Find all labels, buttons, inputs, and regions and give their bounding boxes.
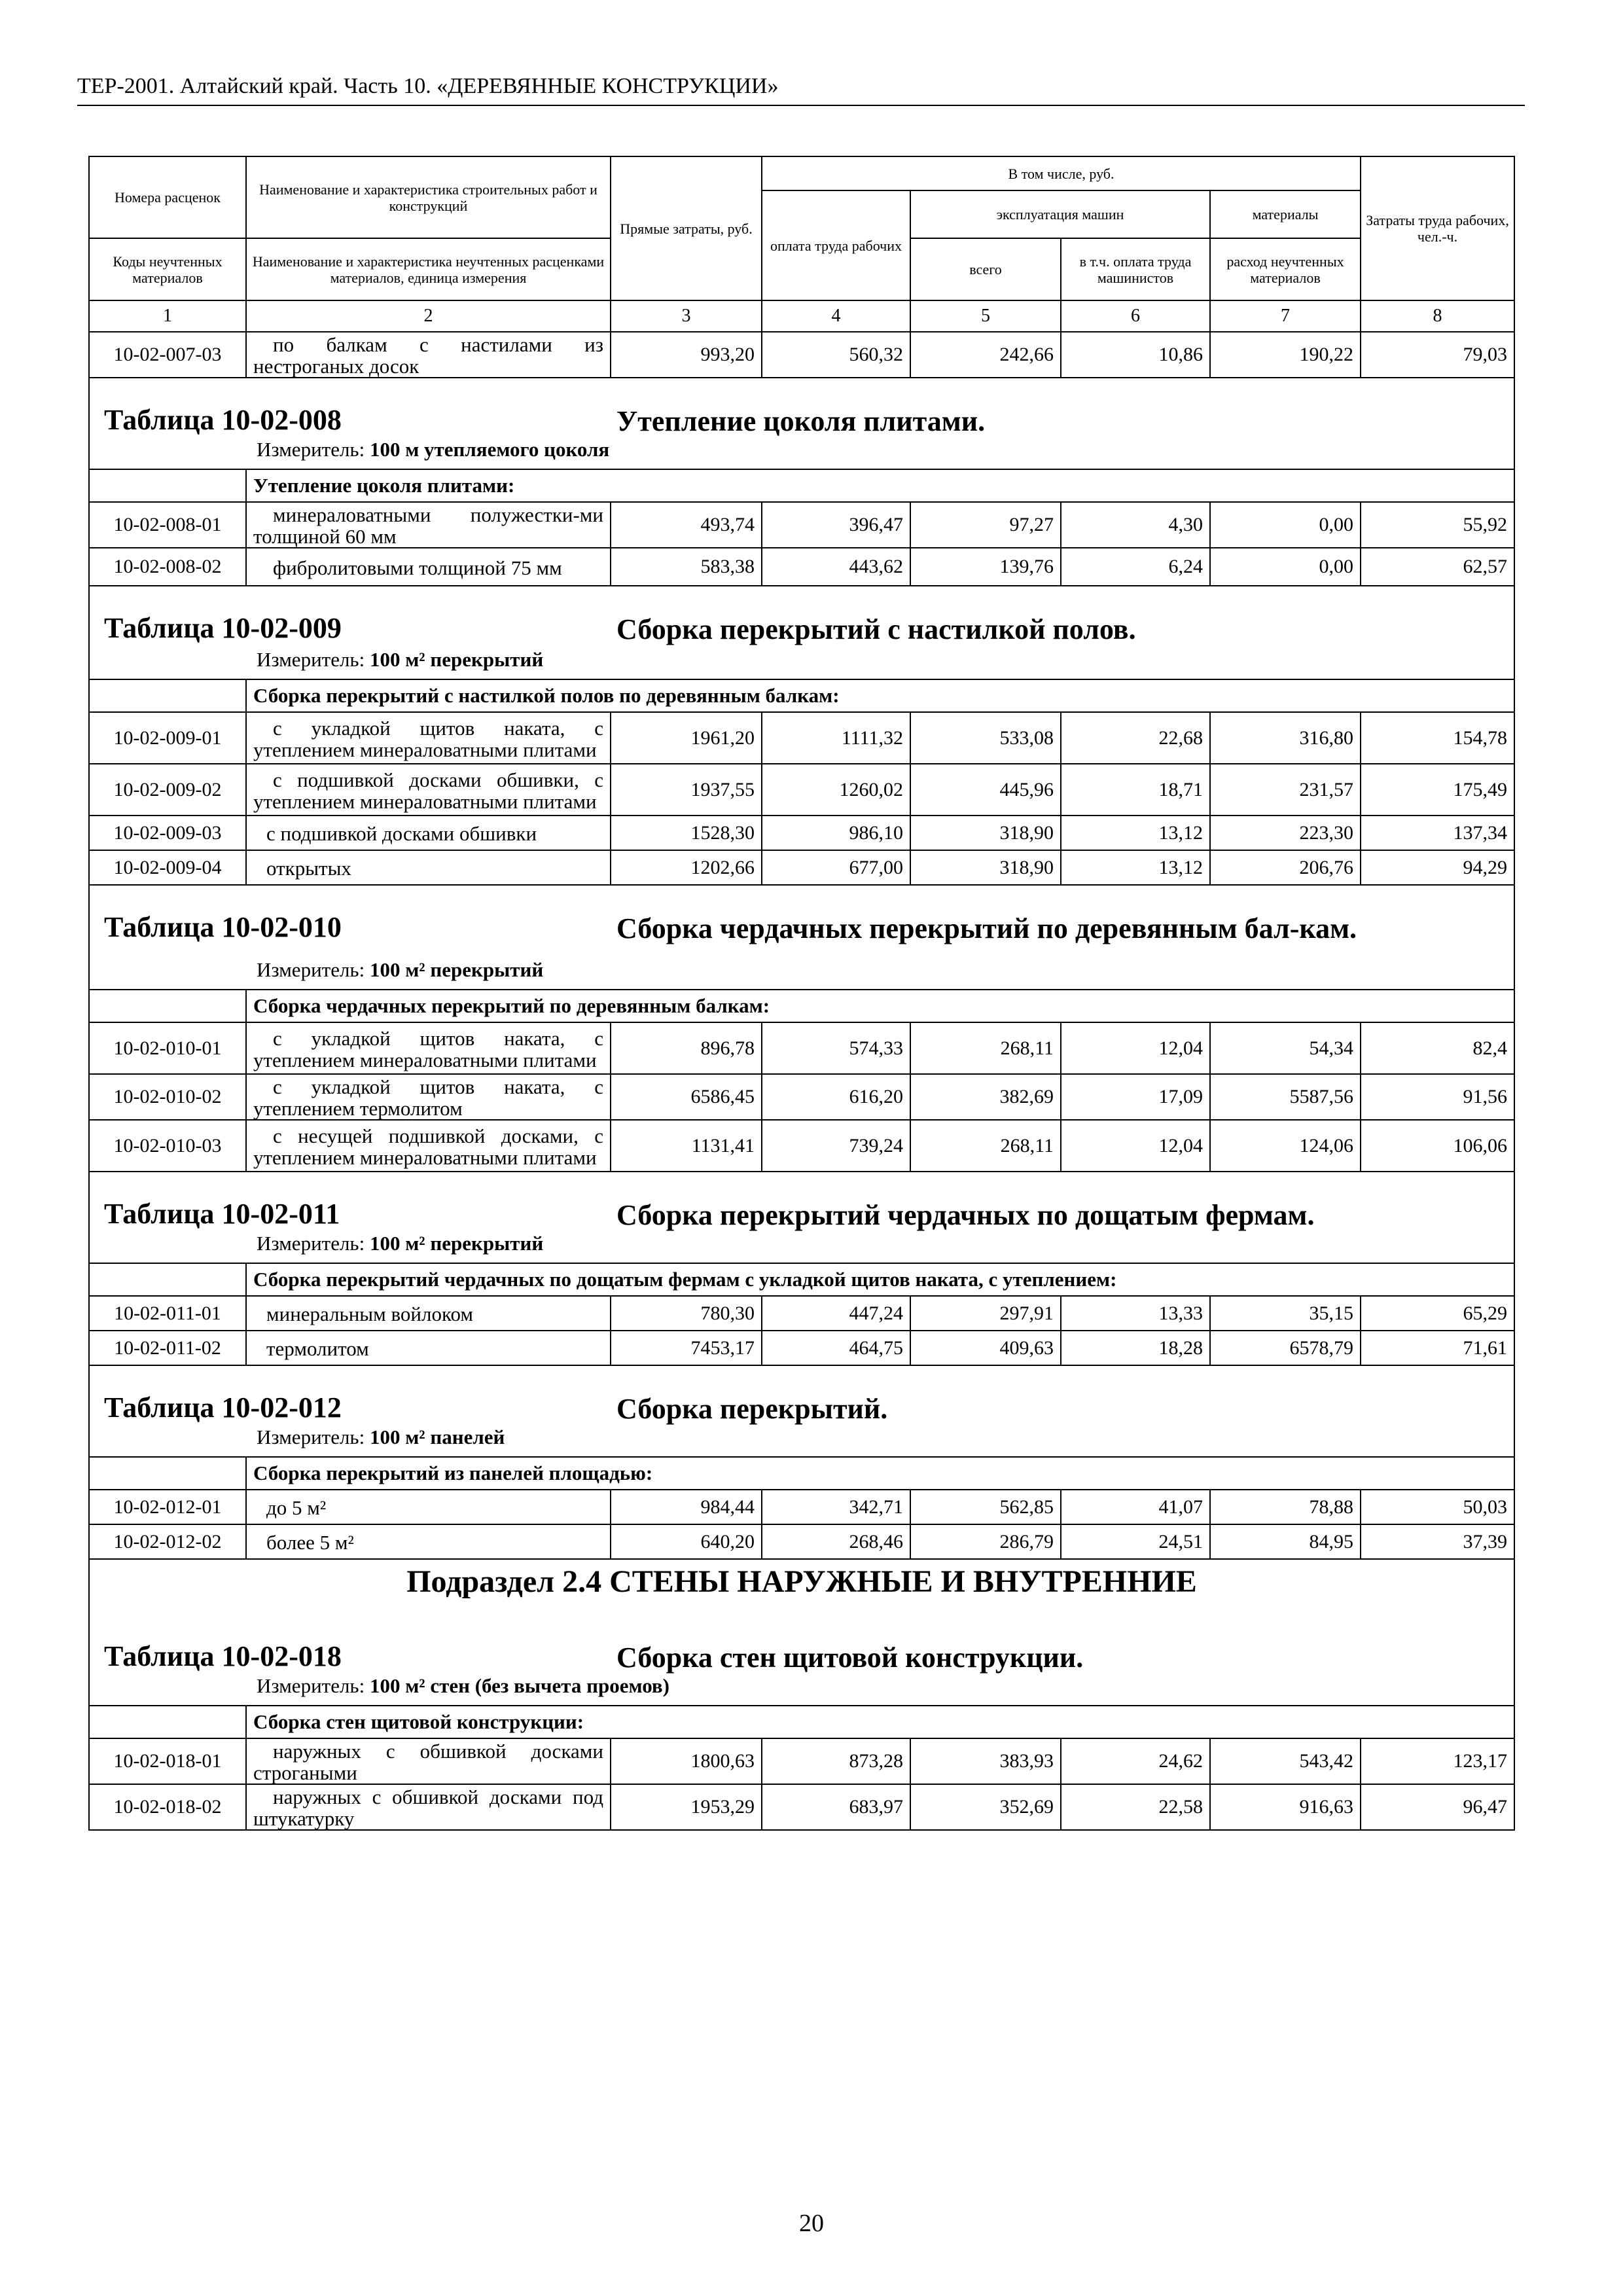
column-number: 7 [1210,300,1361,332]
unit-of-measure [257,1675,669,1697]
rate-code: 10-02-008-02 [89,548,246,586]
table-number: Таблица 10-02-012 [104,1391,342,1424]
machines-total: 562,85 [910,1490,1061,1524]
rate-code: 10-02-012-02 [89,1524,246,1559]
machinist-wage: 13,12 [1061,816,1210,850]
group-code-cell [89,1457,246,1490]
direct-cost: 583,38 [611,548,762,586]
table-row [89,1120,1514,1172]
unaccounted-materials: 78,88 [1210,1490,1361,1524]
table-row [89,1022,1514,1074]
machines-total: 297,91 [910,1296,1061,1331]
machinist-wage: 22,68 [1061,712,1210,764]
table-title: Сборка чердачных перекрытий по деревянным бал-кам. [616,912,1357,944]
table-row [89,1331,1514,1365]
section-heading [89,1365,1514,1457]
machines-total: 242,66 [910,332,1061,378]
work-name-text: фибролитовыми толщиной 75 мм [273,556,562,579]
wage: 739,24 [762,1120,910,1172]
header-work-name: Наименование и характеристика строительных работ и конструкций [246,156,611,238]
labor: 154,78 [1361,712,1514,764]
section-heading [89,885,1514,990]
rate-code: 10-02-010-02 [89,1074,246,1120]
direct-cost: 1953,29 [611,1784,762,1830]
table-section [89,885,1514,990]
column-number: 1 [89,300,246,332]
direct-cost: 1937,55 [611,764,762,816]
unaccounted-materials: 916,63 [1210,1784,1361,1830]
table-title: Сборка стен щитовой конструкции. [616,1641,1084,1674]
machines-total: 409,63 [910,1331,1061,1365]
group-code-cell [89,679,246,712]
group-title: Сборка перекрытий с настилкой полов по деревянным балкам: [246,679,1514,712]
rate-code: 10-02-010-01 [89,1022,246,1074]
running-header: ТЕР-2001. Алтайский край. Часть 10. «ДЕРЕВЯННЫЕ КОНСТРУКЦИИ» [77,74,779,98]
table-number: Таблица 10-02-018 [104,1640,342,1672]
table-section [89,378,1514,469]
unit-label: Измеритель: [257,1674,365,1697]
group-row [89,990,1514,1022]
work-name [246,1120,611,1172]
machinist-wage: 18,28 [1061,1331,1210,1365]
group-row [89,1706,1514,1738]
machines-total: 97,27 [910,502,1061,548]
unaccounted-materials: 54,34 [1210,1022,1361,1074]
machinist-wage: 12,04 [1061,1022,1210,1074]
labor: 137,34 [1361,816,1514,850]
unit-of-measure [257,959,543,981]
table-row [89,764,1514,816]
work-name [246,1074,611,1120]
work-name-text: минераловатными полужестки-ми толщиной 60 мм [253,503,603,548]
unit-value: 100 м² перекрытий [369,648,544,671]
wage: 616,20 [762,1074,910,1120]
work-name-text: с подшивкой досками обшивки, с утеплением минераловатными плитами [253,768,603,813]
price-table [88,156,1515,1831]
wage: 268,46 [762,1524,910,1559]
machines-total: 382,69 [910,1074,1061,1120]
labor: 96,47 [1361,1784,1514,1830]
machinist-wage: 13,33 [1061,1296,1210,1331]
direct-cost: 6586,45 [611,1074,762,1120]
table-section [89,1365,1514,1457]
wage: 560,32 [762,332,910,378]
wage: 396,47 [762,502,910,548]
direct-cost: 1800,63 [611,1738,762,1784]
table-row [89,1074,1514,1120]
column-number: 2 [246,300,611,332]
machinist-wage: 18,71 [1061,764,1210,816]
work-name [246,816,611,850]
direct-cost: 7453,17 [611,1331,762,1365]
machines-total: 383,93 [910,1738,1061,1784]
table-title: Сборка перекрытий чердачных по дощатым фермам. [616,1199,1315,1231]
unaccounted-materials: 231,57 [1210,764,1361,816]
table-row [89,1296,1514,1331]
rate-code: 10-02-011-02 [89,1331,246,1365]
group-row [89,679,1514,712]
machines-total: 286,79 [910,1524,1061,1559]
work-name-text: наружных с обшивкой досками под штукатурку [253,1785,603,1830]
labor: 37,39 [1361,1524,1514,1559]
machines-total: 268,11 [910,1120,1061,1172]
table-row [89,1524,1514,1559]
work-name-text: открытых [266,857,351,880]
unaccounted-materials: 0,00 [1210,502,1361,548]
header-machinist-wage: в т.ч. оплата труда машинистов [1061,238,1210,300]
unit-of-measure [257,1426,505,1448]
column-number: 6 [1061,300,1210,332]
group-code-cell [89,1706,246,1738]
unaccounted-materials: 0,00 [1210,548,1361,586]
work-name [246,1331,611,1365]
work-name [246,1022,611,1074]
machinist-wage: 24,51 [1061,1524,1210,1559]
group-code-cell [89,469,246,502]
machinist-wage: 41,07 [1061,1490,1210,1524]
wage: 1260,02 [762,764,910,816]
rate-code: 10-02-009-03 [89,816,246,850]
header-unaccounted-materials: расход неучтенных материалов [1210,238,1361,300]
group-title: Сборка чердачных перекрытий по деревянным балкам: [246,990,1514,1022]
work-name [246,1738,611,1784]
rate-code: 10-02-009-04 [89,850,246,885]
table-row [89,850,1514,885]
column-number: 3 [611,300,762,332]
wage: 342,71 [762,1490,910,1524]
group-code-cell [89,1263,246,1296]
table-number: Таблица 10-02-010 [104,911,342,943]
work-name-text: до 5 м² [266,1496,327,1519]
work-name [246,1784,611,1830]
rate-code: 10-02-012-01 [89,1490,246,1524]
wage: 873,28 [762,1738,910,1784]
work-name [246,548,611,586]
unaccounted-materials: 6578,79 [1210,1331,1361,1365]
header-material-codes: Коды неучтенных материалов [89,238,246,300]
direct-cost: 984,44 [611,1490,762,1524]
table-number: Таблица 10-02-011 [104,1198,340,1230]
table-number: Таблица 10-02-008 [104,404,342,436]
column-number: 5 [910,300,1061,332]
work-name [246,1524,611,1559]
unit-of-measure [257,439,609,461]
machinist-wage: 6,24 [1061,548,1210,586]
unit-value: 100 м² перекрытий [369,1232,544,1255]
header-materials: материалы [1210,190,1361,238]
machines-total: 533,08 [910,712,1061,764]
machinist-wage: 10,86 [1061,332,1210,378]
unaccounted-materials: 35,15 [1210,1296,1361,1331]
direct-cost: 993,20 [611,332,762,378]
unaccounted-materials: 190,22 [1210,332,1361,378]
direct-cost: 1202,66 [611,850,762,885]
machines-total: 318,90 [910,850,1061,885]
machines-total: 352,69 [910,1784,1061,1830]
table-title: Сборка перекрытий. [616,1393,888,1425]
table-row [89,1738,1514,1784]
unit-of-measure [257,649,543,671]
rate-code: 10-02-007-03 [89,332,246,378]
direct-cost: 896,78 [611,1022,762,1074]
section-heading [89,378,1514,469]
machinist-wage: 24,62 [1061,1738,1210,1784]
table-row [89,816,1514,850]
unaccounted-materials: 543,42 [1210,1738,1361,1784]
labor: 106,06 [1361,1120,1514,1172]
group-code-cell [89,990,246,1022]
work-name-text: более 5 м² [266,1531,354,1554]
subsection-title: Подраздел 2.4 СТЕНЫ НАРУЖНЫЕ И ВНУТРЕННИЕ [406,1564,1197,1599]
work-name-text: с укладкой щитов наката, с утеплением термолитом [253,1075,603,1120]
machinist-wage: 13,12 [1061,850,1210,885]
work-name [246,332,611,378]
unaccounted-materials: 316,80 [1210,712,1361,764]
group-title: Сборка стен щитовой конструкции: [246,1706,1514,1738]
machinist-wage: 22,58 [1061,1784,1210,1830]
labor: 123,17 [1361,1738,1514,1784]
header-rule [77,105,1525,106]
wage: 1111,32 [762,712,910,764]
work-name-text: с подшивкой досками обшивки [266,822,537,845]
wage: 447,24 [762,1296,910,1331]
work-name [246,712,611,764]
wage: 443,62 [762,548,910,586]
unit-label: Измеритель: [257,1232,365,1255]
work-name-text: по балкам с настилами из нестроганых досок [253,333,603,378]
wage: 986,10 [762,816,910,850]
group-row [89,469,1514,502]
work-name [246,1490,611,1524]
header-rate-numbers: Номера расценок [89,156,246,238]
unit-label: Измеритель: [257,648,365,671]
machines-total: 318,90 [910,816,1061,850]
labor: 50,03 [1361,1490,1514,1524]
unit-value: 100 м² стен (без вычета проемов) [369,1674,669,1697]
machines-total: 139,76 [910,548,1061,586]
direct-cost: 640,20 [611,1524,762,1559]
unaccounted-materials: 223,30 [1210,816,1361,850]
unaccounted-materials: 124,06 [1210,1120,1361,1172]
table-row [89,332,1514,378]
header-including: В том числе, руб. [762,156,1361,190]
work-name [246,850,611,885]
column-number: 8 [1361,300,1514,332]
rate-code: 10-02-011-01 [89,1296,246,1331]
group-title: Сборка перекрытий из панелей площадью: [246,1457,1514,1490]
work-name-text: с укладкой щитов наката, с утеплением минераловатными плитами [253,716,603,761]
group-title: Утепление цоколя плитами: [246,469,1514,502]
rate-code: 10-02-009-02 [89,764,246,816]
work-name [246,764,611,816]
unit-of-measure [257,1232,543,1255]
labor: 91,56 [1361,1074,1514,1120]
unaccounted-materials: 206,76 [1210,850,1361,885]
labor: 55,92 [1361,502,1514,548]
page-number: 20 [799,2210,824,2237]
labor: 175,49 [1361,764,1514,816]
unit-label: Измеритель: [257,1426,365,1448]
labor: 71,61 [1361,1331,1514,1365]
section-heading [89,1172,1514,1263]
labor: 65,29 [1361,1296,1514,1331]
table-row [89,502,1514,548]
table-row [89,1784,1514,1830]
group-title: Сборка перекрытий чердачных по дощатым фермам с укладкой щитов наката, с утеплением: [246,1263,1514,1296]
rate-code: 10-02-018-01 [89,1738,246,1784]
table-section [89,586,1514,679]
column-number: 4 [762,300,910,332]
work-name-text: с укладкой щитов наката, с утеплением минераловатными плитами [253,1026,603,1071]
section-heading [89,1559,1514,1706]
table-section [89,1172,1514,1263]
work-name [246,1296,611,1331]
group-row [89,1457,1514,1490]
wage: 464,75 [762,1331,910,1365]
section-heading [89,586,1514,679]
machinist-wage: 17,09 [1061,1074,1210,1120]
work-name-text: с несущей подшивкой досками, с утеплением минераловатными плитами [253,1124,603,1169]
labor: 79,03 [1361,332,1514,378]
unit-label: Измеритель: [257,958,365,981]
table-row [89,1490,1514,1524]
direct-cost: 1528,30 [611,816,762,850]
direct-cost: 493,74 [611,502,762,548]
group-row [89,1263,1514,1296]
wage: 683,97 [762,1784,910,1830]
rate-code: 10-02-018-02 [89,1784,246,1830]
machines-total: 268,11 [910,1022,1061,1074]
unit-value: 100 м² панелей [369,1426,505,1448]
table-section [89,1559,1514,1706]
machinist-wage: 4,30 [1061,502,1210,548]
table-row [89,712,1514,764]
table-title: Утепление цоколя плитами. [616,405,986,437]
labor: 94,29 [1361,850,1514,885]
unit-label: Измеритель: [257,438,365,461]
work-name-text: минеральным войлоком [266,1302,473,1325]
unaccounted-materials: 84,95 [1210,1524,1361,1559]
table-number: Таблица 10-02-009 [104,612,342,644]
header-wage: оплата труда рабочих [762,190,910,300]
wage: 574,33 [762,1022,910,1074]
machines-total: 445,96 [910,764,1061,816]
rate-code: 10-02-008-01 [89,502,246,548]
work-name-text: термолитом [266,1337,369,1360]
header-machines: эксплуатация машин [910,190,1210,238]
header-machines-total: всего [910,238,1061,300]
labor: 82,4 [1361,1022,1514,1074]
table-title: Сборка перекрытий с настилкой полов. [616,613,1136,645]
header-material-names: Наименование и характеристика неучтенных расценками материалов, единица измерения [246,238,611,300]
work-name-text: наружных с обшивкой досками строгаными [253,1740,603,1784]
price-table-body [89,156,1514,1830]
work-name [246,502,611,548]
labor: 62,57 [1361,548,1514,586]
header-labor: Затраты труда рабочих, чел.-ч. [1361,156,1514,300]
direct-cost: 1961,20 [611,712,762,764]
unaccounted-materials: 5587,56 [1210,1074,1361,1120]
rate-code: 10-02-010-03 [89,1120,246,1172]
table-row [89,548,1514,586]
direct-cost: 1131,41 [611,1120,762,1172]
unit-value: 100 м утепляемого цоколя [369,438,610,461]
machinist-wage: 12,04 [1061,1120,1210,1172]
rate-code: 10-02-009-01 [89,712,246,764]
wage: 677,00 [762,850,910,885]
unit-value: 100 м² перекрытий [369,958,544,981]
direct-cost: 780,30 [611,1296,762,1331]
header-direct-costs: Прямые затраты, руб. [611,156,762,300]
